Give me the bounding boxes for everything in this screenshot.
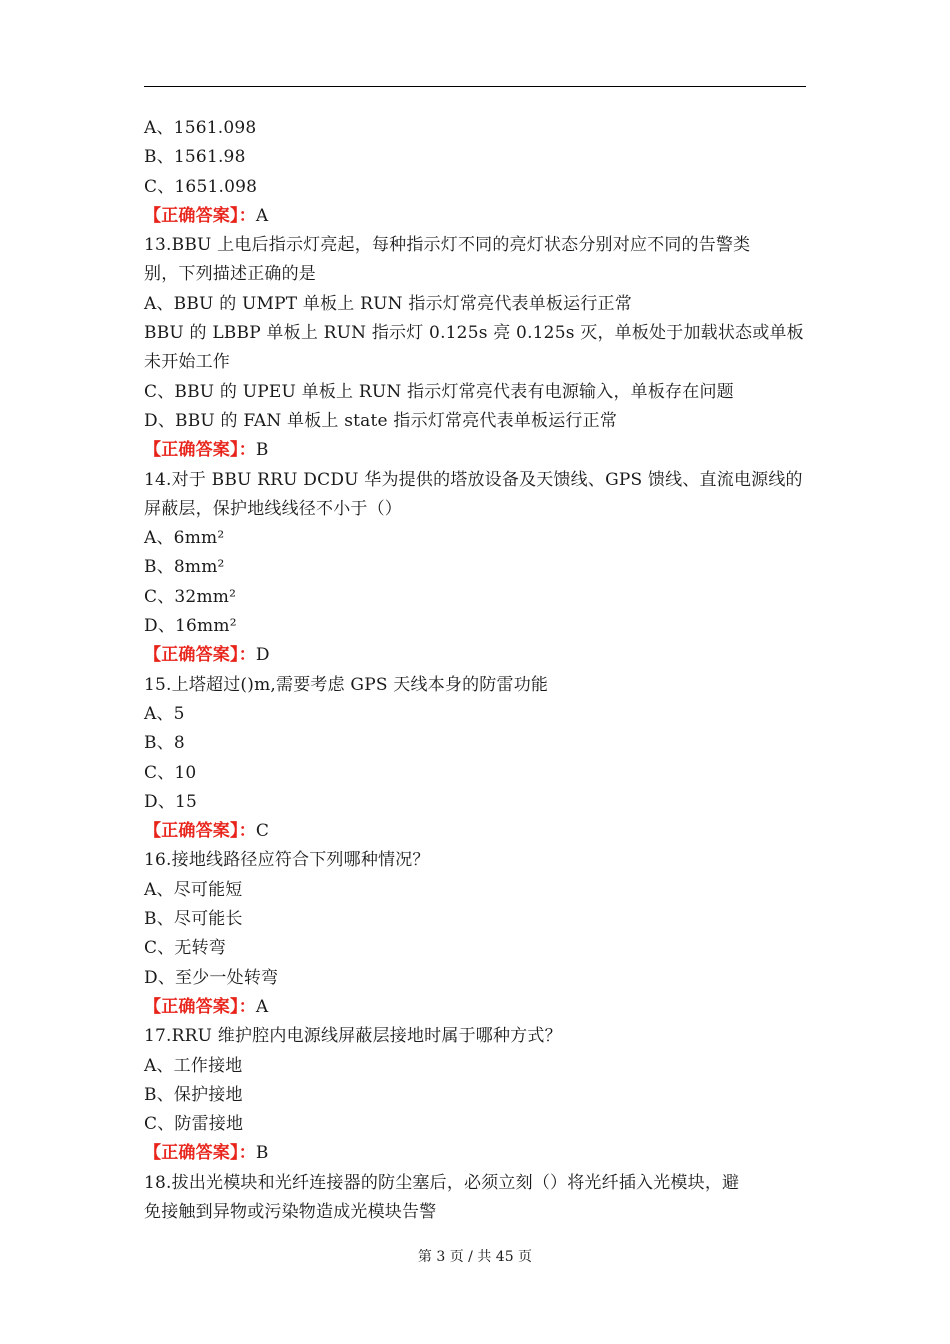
answer-value: B xyxy=(255,440,269,461)
text-line: 16.接地线路径应符合下列哪种情况？ xyxy=(144,850,430,871)
answer-value: C xyxy=(255,821,270,842)
text-line: A、6mm² xyxy=(144,528,225,549)
page-footer: 第 3 页 / 共 45 页 xyxy=(417,1249,533,1265)
answer-line xyxy=(144,1139,808,1168)
text-line: A、BBU 的 UMPT 单板上 RUN 指示灯常亮代表单板运行正常 xyxy=(144,293,632,314)
answer-label: 【正确答案】： xyxy=(144,1143,256,1164)
answer-label: 【正确答案】： xyxy=(144,205,256,226)
text-line: 17.RRU 维护腔内电源线屏蔽层接地时属于哪种方式？ xyxy=(144,1026,562,1047)
text-line: A、1561.098 xyxy=(144,118,257,138)
answer-line xyxy=(144,436,808,465)
text-line: D、至少一处转弯 xyxy=(144,967,279,988)
answer-value: A xyxy=(255,205,269,226)
answer-value: D xyxy=(255,645,270,666)
text-line: A、5 xyxy=(144,703,185,724)
text-line: 屏蔽层，保护地线线径不小于（） xyxy=(144,498,402,519)
text-line: B、尽可能长 xyxy=(144,909,243,930)
text-line: A、尽可能短 xyxy=(144,879,243,900)
answer-line xyxy=(144,817,808,846)
answer-line xyxy=(144,202,808,231)
text-line: C、10 xyxy=(144,762,197,783)
text-line: C、BBU 的 UPEU 单板上 RUN 指示灯常亮代表有电源输入，单板存在问题 xyxy=(144,381,734,402)
text-line: 13.BBU 上电后指示灯亮起，每种指示灯不同的亮灯状态分别对应不同的告警类 xyxy=(144,235,751,256)
text-line: B、8mm² xyxy=(144,557,225,578)
text-line: A、工作接地 xyxy=(144,1055,243,1076)
answer-line xyxy=(144,993,808,1022)
text-line: D、16mm² xyxy=(144,616,237,637)
text-line: D、15 xyxy=(144,791,198,812)
text-line: 未开始工作 xyxy=(144,352,230,373)
text-line: 别，下列描述正确的是 xyxy=(144,264,316,285)
answer-label: 【正确答案】： xyxy=(144,996,256,1017)
text-line: B、1561.98 xyxy=(144,147,246,168)
header-rule xyxy=(144,86,806,87)
answer-value: A xyxy=(255,996,269,1017)
document-body xyxy=(144,114,808,1227)
text-line: C、无转弯 xyxy=(144,938,227,959)
answer-label: 【正确答案】： xyxy=(144,821,256,842)
answer-label: 【正确答案】： xyxy=(144,645,256,666)
text-line: B、8 xyxy=(144,733,185,754)
text-line: 18.拔出光模块和光纤连接器的防尘塞后，必须立刻（）将光纤插入光模块，避 xyxy=(144,1172,740,1193)
answer-value: B xyxy=(255,1143,269,1164)
text-line: B、保护接地 xyxy=(144,1084,243,1105)
text-line: 15.上塔超过()m,需要考虑 GPS 天线本身的防雷功能 xyxy=(144,674,549,695)
answer-label: 【正确答案】： xyxy=(144,440,256,461)
text-line: BBU 的 LBBP 单板上 RUN 指示灯 0.125s 亮 0.125s 灭，单板处于加载状态或单板 xyxy=(144,323,804,344)
text-line: D、BBU 的 FAN 单板上 state 指示灯常亮代表单板运行正常 xyxy=(144,410,618,431)
text-line: 14.对于 BBU RRU DCDU 华为提供的塔放设备及天馈线、GPS 馈线、直流电源线的 xyxy=(144,469,803,490)
answer-line xyxy=(144,641,808,670)
text-line: C、1651.098 xyxy=(144,176,258,197)
text-line: C、防雷接地 xyxy=(144,1114,244,1135)
text-line: C、32mm² xyxy=(144,586,237,607)
text-line: 免接触到异物或污染物造成光模块告警 xyxy=(144,1201,437,1222)
